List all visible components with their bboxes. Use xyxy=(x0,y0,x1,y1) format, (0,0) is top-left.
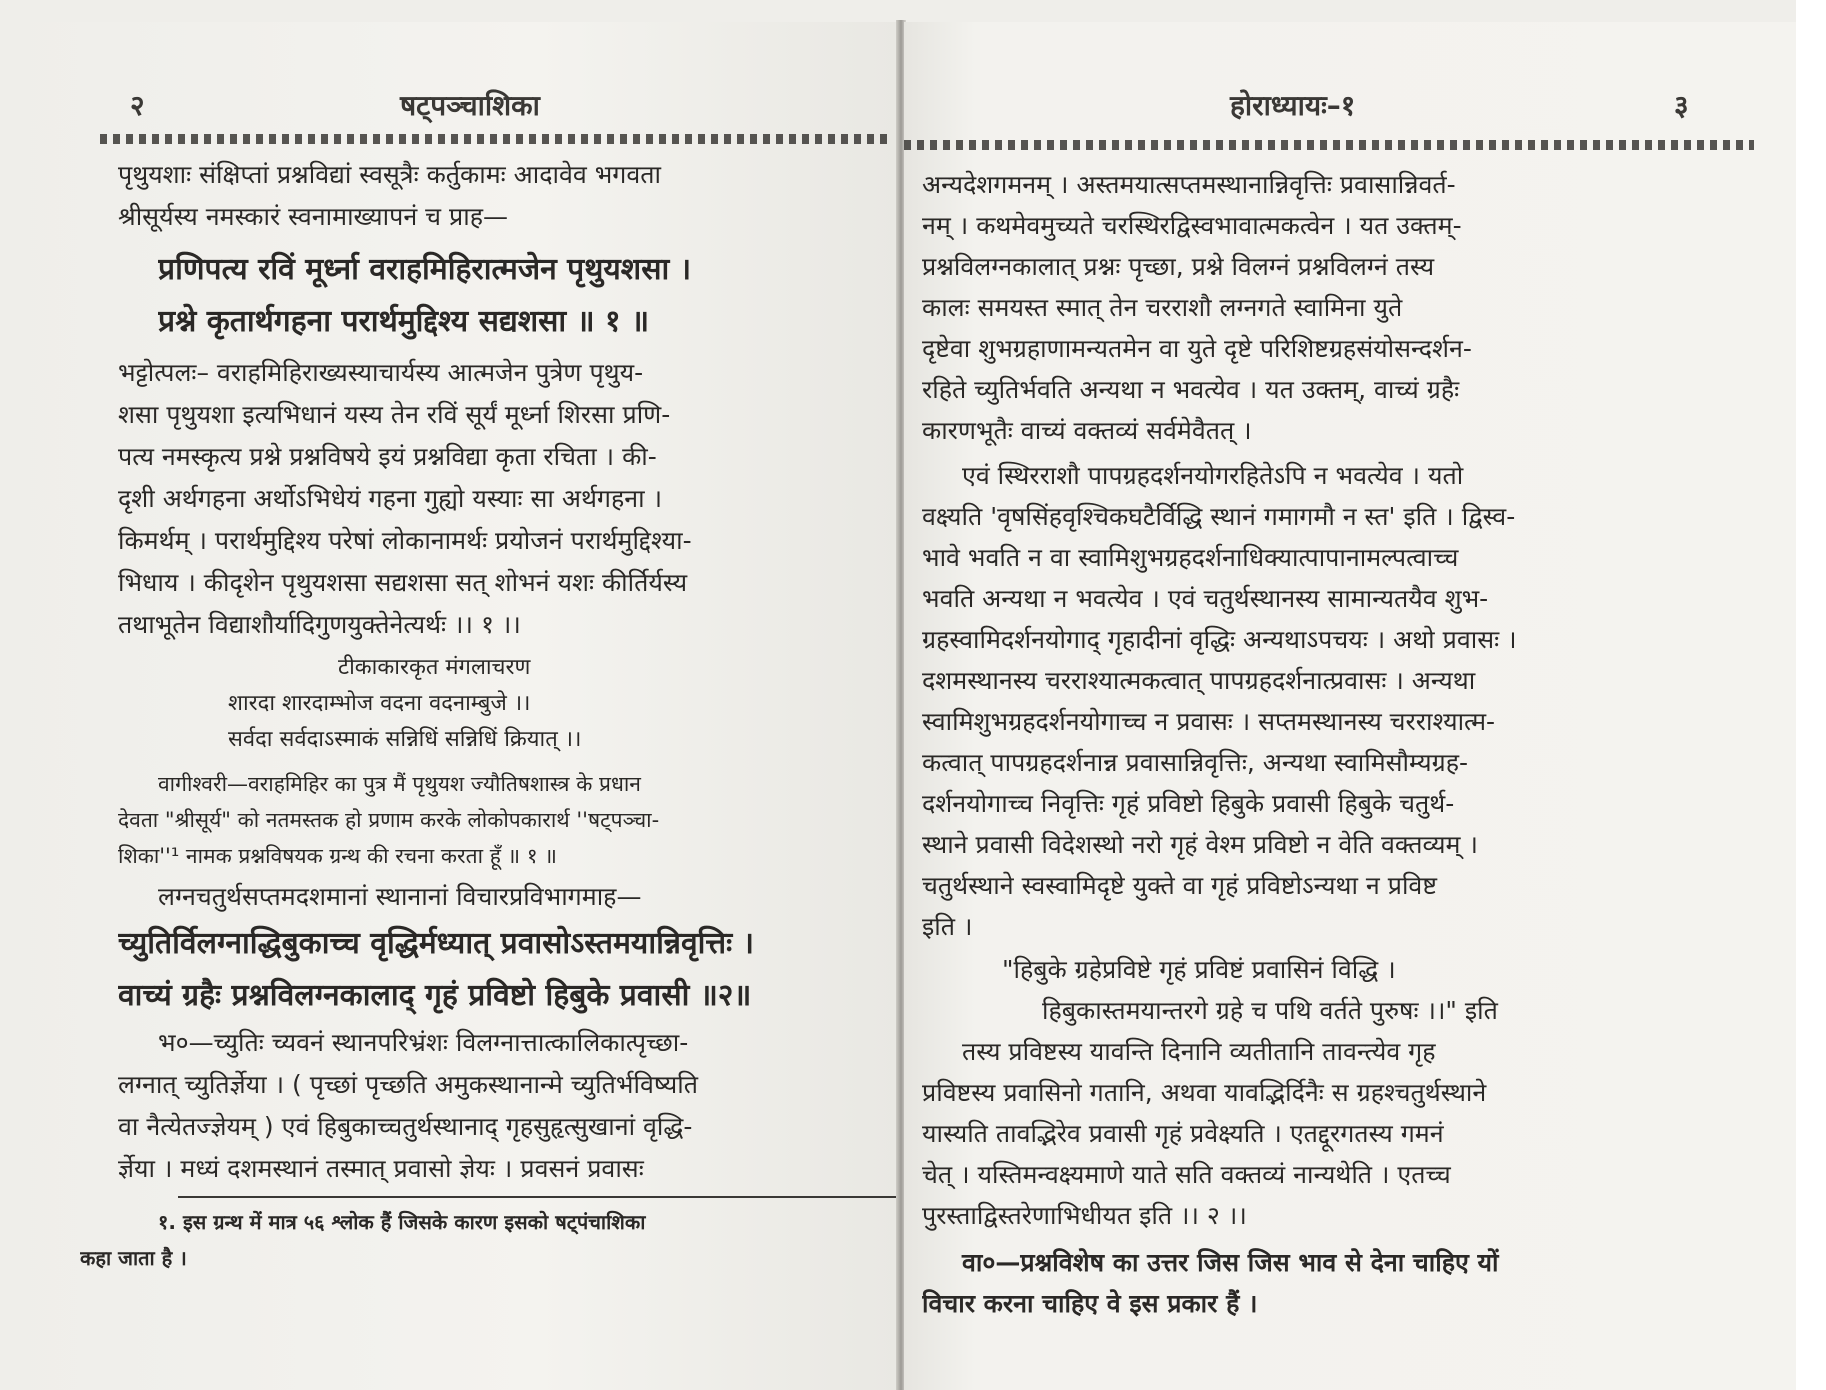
text-line: चतुर्थस्थाने स्वस्वामिदृष्टे युक्ते वा गृहं प्रविष्टोऽन्यथा न प्रविष्ट xyxy=(922,871,1437,900)
left-header-rule xyxy=(100,134,890,144)
right-page-body xyxy=(922,164,1752,1324)
text-line: तथाभूतेन विद्याशौर्यादिगुणयुक्तेनेत्यर्थः ।। १ ।। xyxy=(118,610,521,639)
text-line: प्रविष्टस्य प्रवासिनो गतानि, अथवा यावद्भिर्दिनैः स ग्रहश्चतुर्थस्थाने xyxy=(922,1078,1487,1107)
footnote-line: कहा जाता है । xyxy=(80,1246,187,1270)
text-line: किमर्थम् । परार्थमुद्दिश्य परेषां लोकानामर्थः प्रयोजनं परार्थमुद्दिश्या- xyxy=(118,526,692,555)
quote-line: "हिबुके ग्रहेप्रविष्टे गृहं प्रविष्टं प्रवासिनं विद्धि । xyxy=(1002,955,1396,984)
left-page-header xyxy=(0,86,898,134)
text-line: कत्वात् पापग्रहदर्शनान्न प्रवासान्निवृत्तिः, अन्यथा स्वामिसौम्यग्रह- xyxy=(922,748,1469,777)
commentary-1 xyxy=(118,352,888,646)
dedication-title: टीकाकारकृत मंगलाचरण xyxy=(338,655,531,680)
text-line: नम् । कथमेवमुच्यते चरस्थिरद्विस्वभावात्मकत्वेन । यत उक्तम्- xyxy=(922,211,1462,240)
text-line: स्वामिशुभग्रहदर्शनयोगाच्च न प्रवासः । सप्तमस्थानस्य चरराश्यात्म- xyxy=(922,707,1496,736)
text-line: पृथुयशाः संक्षिप्तां प्रश्नविद्यां स्वसूत्रैः कर्तुकामः आदावेव भगवता xyxy=(118,160,661,189)
text-line: पुरस्ताद्विस्तरेणाभिधीयत इति ।। २ ।। xyxy=(922,1201,1247,1230)
text-line: कारणभूतैः वाच्यं वक्तव्यं सर्वमेवैतत् । xyxy=(922,416,1252,445)
text-line: वा०—प्रश्नविशेष का उत्तर जिस जिस भाव से देना चाहिए यों xyxy=(962,1248,1499,1277)
footnote xyxy=(80,1204,888,1276)
text-line: दर्शनयोगाच्च निवृत्तिः गृहं प्रविष्टो हिबुके प्रवासी हिबुके चतुर्थ- xyxy=(922,789,1455,818)
text-line: दृष्टेवा शुभग्रहाणामन्यतमेन वा युते दृष्टे परिशिष्टग्रहसंयोसन्दर्शन- xyxy=(922,334,1472,363)
scan-margin xyxy=(1796,0,1826,1390)
verse-1 xyxy=(118,244,888,348)
text-line: लग्नात् च्युतिर्ज्ञेया । ( पृच्छां पृच्छति अमुकस्थानान्मे च्युतिर्भविष्यति xyxy=(118,1070,698,1099)
text-line: पत्य नमस्कृत्य प्रश्ने प्रश्नविषये इयं प्रश्नविद्या कृता रचिता । की- xyxy=(118,442,657,471)
right-para-3 xyxy=(922,1031,1752,1236)
dedication-line: सर्वदा सर्वदाऽस्माकं सन्निधिं सन्निधिं क्रियात् ।। xyxy=(228,727,582,752)
dedication-line: शारदा शारदाम्भोज वदना वदनाम्बुजे ।। xyxy=(228,691,531,716)
text-line: वा नैत्येतज्ज्ञेयम् ) एवं हिबुकाच्चतुर्थस्थानाद् गृहसुहृत्सुखानां वृद्धि- xyxy=(118,1112,693,1141)
text-line: अन्यदेशगमनम् । अस्तमयात्सप्तमस्थानान्निवृत्तिः प्रवासान्निवर्त- xyxy=(922,170,1456,199)
text-line: देवता "श्रीसूर्य" को नतमस्तक हो प्रणाम करके लोकोपकारार्थ ''षट्पञ्चा- xyxy=(118,808,660,832)
right-vaa-commentary xyxy=(922,1242,1752,1324)
text-line: स्थाने प्रवासी विदेशस्थो नरो गृहं वेश्म प्रविष्टो न वेति वक्तव्यम् । xyxy=(922,830,1478,859)
text-line: शसा पृथुयशा इत्यभिधानं यस्य तेन रविं सूर्यं मूर्ध्ना शिरसा प्रणि- xyxy=(118,400,671,429)
left-page xyxy=(0,22,898,1390)
right-page-header xyxy=(904,86,1796,134)
text-line: र्ज्ञेया । मध्यं दशमस्थानं तस्मात् प्रवासो ज्ञेयः । प्रवसनं प्रवासः xyxy=(118,1154,644,1183)
vageeshwari-commentary xyxy=(118,766,888,874)
left-running-head: षट्पञ्चाशिका xyxy=(400,89,540,122)
text-line: भ०—च्युतिः च्यवनं स्थानपरिभ्रंशः विलग्नात्तात्कालिकात्पृच्छा- xyxy=(158,1028,689,1057)
dedication xyxy=(118,650,888,758)
footnote-line: १. इस ग्रन्थ में मात्र ५६ श्लोक हैं जिसके कारण इसको षट्पंचाशिका xyxy=(158,1210,646,1234)
right-para-2 xyxy=(922,455,1752,947)
text-line: यास्यति तावद्भिरेव प्रवासी गृहं प्रवेक्ष्यति । एतद्दूरगतस्य गमनं xyxy=(922,1119,1444,1148)
verse-line: वाच्यं ग्रहैः प्रश्नविलग्नकालाद् गृहं प्रविष्टो हिबुके प्रवासी ॥२॥ xyxy=(118,978,752,1013)
text-line: भावे भवति न वा स्वामिशुभग्रहदर्शनाधिक्यात्पापानामल्पत्वाच्च xyxy=(922,543,1459,572)
text-line: रहिते च्युतिर्भवति अन्यथा न भवत्येव । यत उक्तम्, वाच्यं ग्रहैः xyxy=(922,375,1460,404)
text-line: दशमस्थानस्य चरराश्यात्मकत्वात् पापग्रहदर्शनात्प्रवासः । अन्यथा xyxy=(922,666,1476,695)
left-page-number: २ xyxy=(130,89,145,122)
text-line: भवति अन्यथा न भवत्येव । एवं चतुर्थस्थानस्य सामान्यतयैव शुभ- xyxy=(922,584,1489,613)
verse-line: प्रश्ने कृतार्थगहना परार्थमुद्दिश्य सद्यशसा ॥ १ ॥ xyxy=(158,304,650,339)
verse-line: च्युतिर्विलग्नाद्धिबुकाच्च वृद्धिर्मध्यात् प्रवासोऽस्तमयान्निवृत्तिः । xyxy=(118,926,755,961)
verse-2 xyxy=(118,918,888,1022)
text-line: ग्रहस्वामिदर्शनयोगाद् गृहादीनां वृद्धिः अन्यथाऽपचयः । अथो प्रवासः । xyxy=(922,625,1517,654)
text-line: इति । xyxy=(922,912,973,941)
text-line: विचार करना चाहिए वे इस प्रकार हैं । xyxy=(922,1289,1258,1318)
quote-line: हिबुकास्तमयान्तरगे ग्रहे च पथि वर्तते पुरुषः ।।" इति xyxy=(1042,996,1498,1025)
text-line: वक्ष्यति 'वृषसिंहवृश्चिकघटैर्विद्धि स्थानं गमागमौ न स्त' इति । द्विस्व- xyxy=(922,502,1516,531)
quoted-verse xyxy=(922,949,1752,1031)
text-line: तस्य प्रविष्टस्य यावन्ति दिनानि व्यतीतानि तावन्त्येव गृह xyxy=(962,1037,1436,1066)
text-line: भिधाय । कीदृशेन पृथुयशसा सद्यशसा सत् शोभनं यशः कीर्तिर्यस्य xyxy=(118,568,688,597)
left-intro xyxy=(118,154,888,238)
verse-line: प्रणिपत्य रविं मूर्ध्ना वराहमिहिरात्मजेन पृथुयशसा । xyxy=(158,252,692,287)
left-page-body xyxy=(80,154,888,1276)
intro-2 xyxy=(118,876,888,918)
text-line: श्रीसूर्यस्य नमस्कारं स्वनामाख्यापनं च प्राह— xyxy=(118,202,508,231)
text-line: प्रश्नविलग्नकालात् प्रश्नः पृच्छा, प्रश्ने विलग्नं प्रश्नविलग्नं तस्य xyxy=(922,252,1435,281)
text-line: शिका''¹ नामक प्रश्नविषयक ग्रन्थ की रचना करता हूँ ॥ १ ॥ xyxy=(118,844,557,868)
right-para-1 xyxy=(922,164,1752,451)
text-line: वागीश्वरी—वराहमिहिर का पुत्र मैं पृथुयश ज्यौतिषशास्त्र के प्रधान xyxy=(158,772,641,796)
commentary-2 xyxy=(118,1022,888,1190)
text-line: कालः समयस्त स्मात् तेन चरराशौ लग्नगते स्वामिना युते xyxy=(922,293,1403,322)
text-line: दृशी अर्थगहना अर्थोऽभिधेयं गहना गुह्यो यस्याः सा अर्थगहना । xyxy=(118,484,663,513)
right-running-head: होराध्यायः–१ xyxy=(1230,89,1356,122)
text-line: चेत् । यस्तिमन्वक्ष्यमाणे याते सति वक्तव्यं नान्यथेति । एतच्च xyxy=(922,1160,1451,1189)
text-line: एवं स्थिरराशौ पापग्रहदर्शनयोगरहितेऽपि न भवत्येव । यतो xyxy=(962,461,1464,490)
text-line: लग्नचतुर्थसप्तमदशमानां स्थानानां विचारप्रविभागमाह— xyxy=(158,882,642,911)
text-line: भट्टोत्पलः– वराहमिहिराख्यस्याचार्यस्य आत्मजेन पुत्रेण पृथुय- xyxy=(118,358,644,387)
footnote-rule xyxy=(178,1196,898,1198)
right-page-number: ३ xyxy=(1674,89,1689,122)
right-header-rule xyxy=(904,140,1754,150)
right-page xyxy=(904,22,1796,1390)
